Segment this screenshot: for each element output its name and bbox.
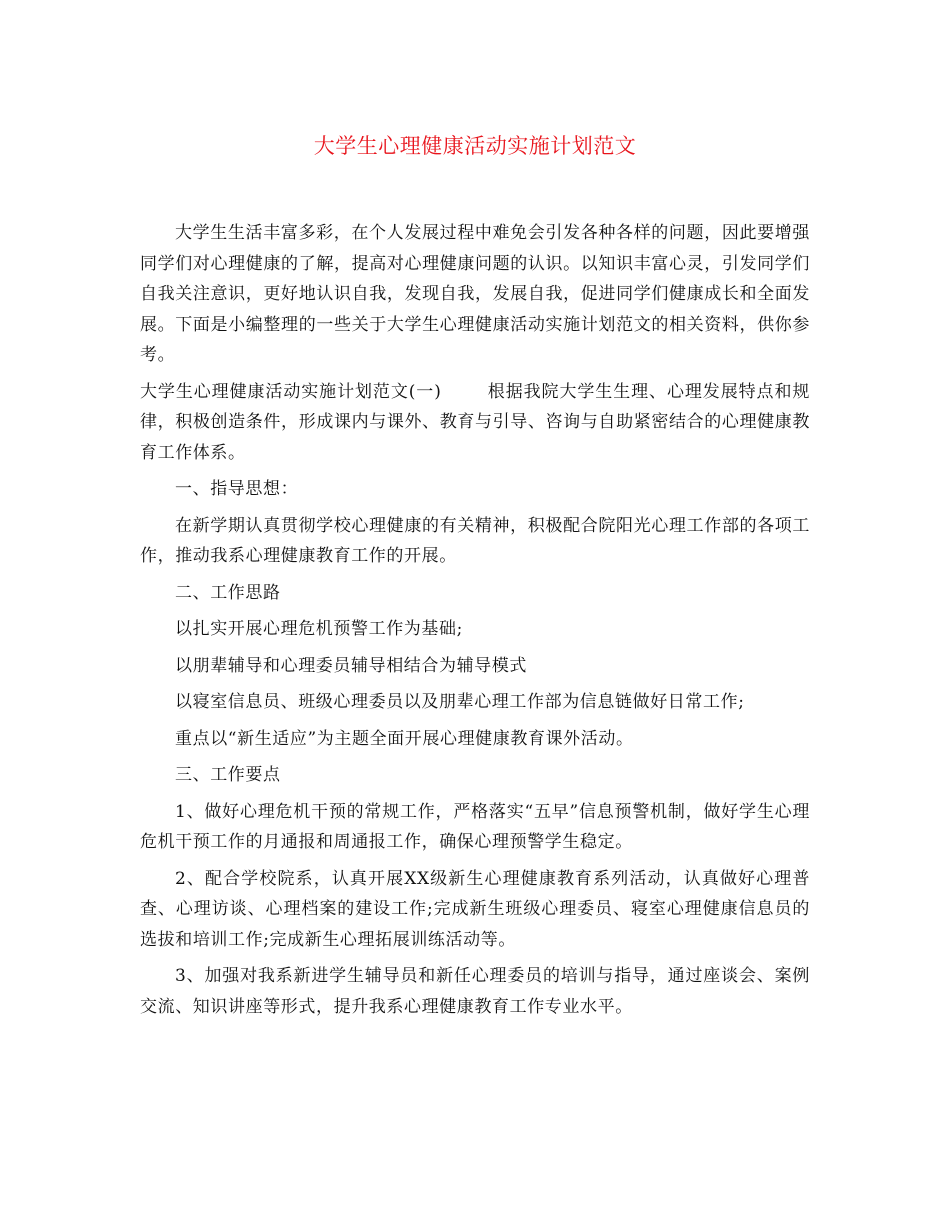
guiding-paragraph: 在新学期认真贯彻学校心理健康的有关精神，积极配合院阳光心理工作部的各项工作，推动我系心理健康教育工作的开展。 bbox=[140, 515, 810, 566]
document-body bbox=[140, 218, 810, 1028]
point-item: 2、配合学校院系，认真开展XX级新生心理健康教育系列活动，认真做好心理普查、心理访谈、心理档案的建设工作;完成新生班级心理委员、寝室心理健康信息员的选拔和培训工作;完成新生心理拓展训练活动等。 bbox=[140, 868, 810, 950]
guiding-heading: 一、指导思想： bbox=[175, 479, 299, 499]
intro-paragraph: 大学生生活丰富多彩，在个人发展过程中难免会引发各种各样的问题，因此要增强同学们对心理健康的了解，提高对心理健康问题的认识。以知识丰富心灵，引发同学们自我关注意识，更好地认识自我，发现自我，发展自我，促进同学们健康成长和全面发展。下面是小编整理的一些关于大学生心理健康活动实施计划范文的相关资料，供你参考。 bbox=[140, 223, 810, 365]
section1-heading: 大学生心理健康活动实施计划范文(一) bbox=[140, 381, 442, 402]
thinking-item: 以寝室信息员、班级心理委员以及朋辈心理工作部为信息链做好日常工作; bbox=[175, 692, 745, 712]
point-item: 3、加强对我系新进学生辅导员和新任心理委员的培训与指导，通过座谈会、案例交流、知识讲座等形式，提升我系心理健康教育工作专业水平。 bbox=[140, 966, 810, 1017]
thinking-heading: 二、工作思路 bbox=[175, 582, 281, 603]
document-title: 大学生心理健康活动实施计划范文 bbox=[313, 134, 637, 158]
point-item: 1、做好心理危机干预的常规工作，严格落实“五早”信息预警机制，做好学生心理危机干预工作的月通报和周通报工作，确保心理预警学生稳定。 bbox=[140, 801, 810, 852]
section1-paragraph bbox=[140, 377, 810, 469]
thinking-item: 重点以“新生适应”为主题全面开展心理健康教育课外活动。 bbox=[175, 728, 634, 749]
section1-text: 根据我院大学生生理、心理发展特点和规律，积极创造条件，形成课内与课外、教育与引导、咨询与自助紧密结合的心理健康教育工作体系。 bbox=[140, 381, 810, 463]
thinking-item: 以朋辈辅导和心理委员辅导相结合为辅导模式 bbox=[175, 655, 527, 676]
thinking-item: 以扎实开展心理危机预警工作为基础; bbox=[175, 619, 463, 639]
points-heading: 三、工作要点 bbox=[175, 765, 281, 785]
